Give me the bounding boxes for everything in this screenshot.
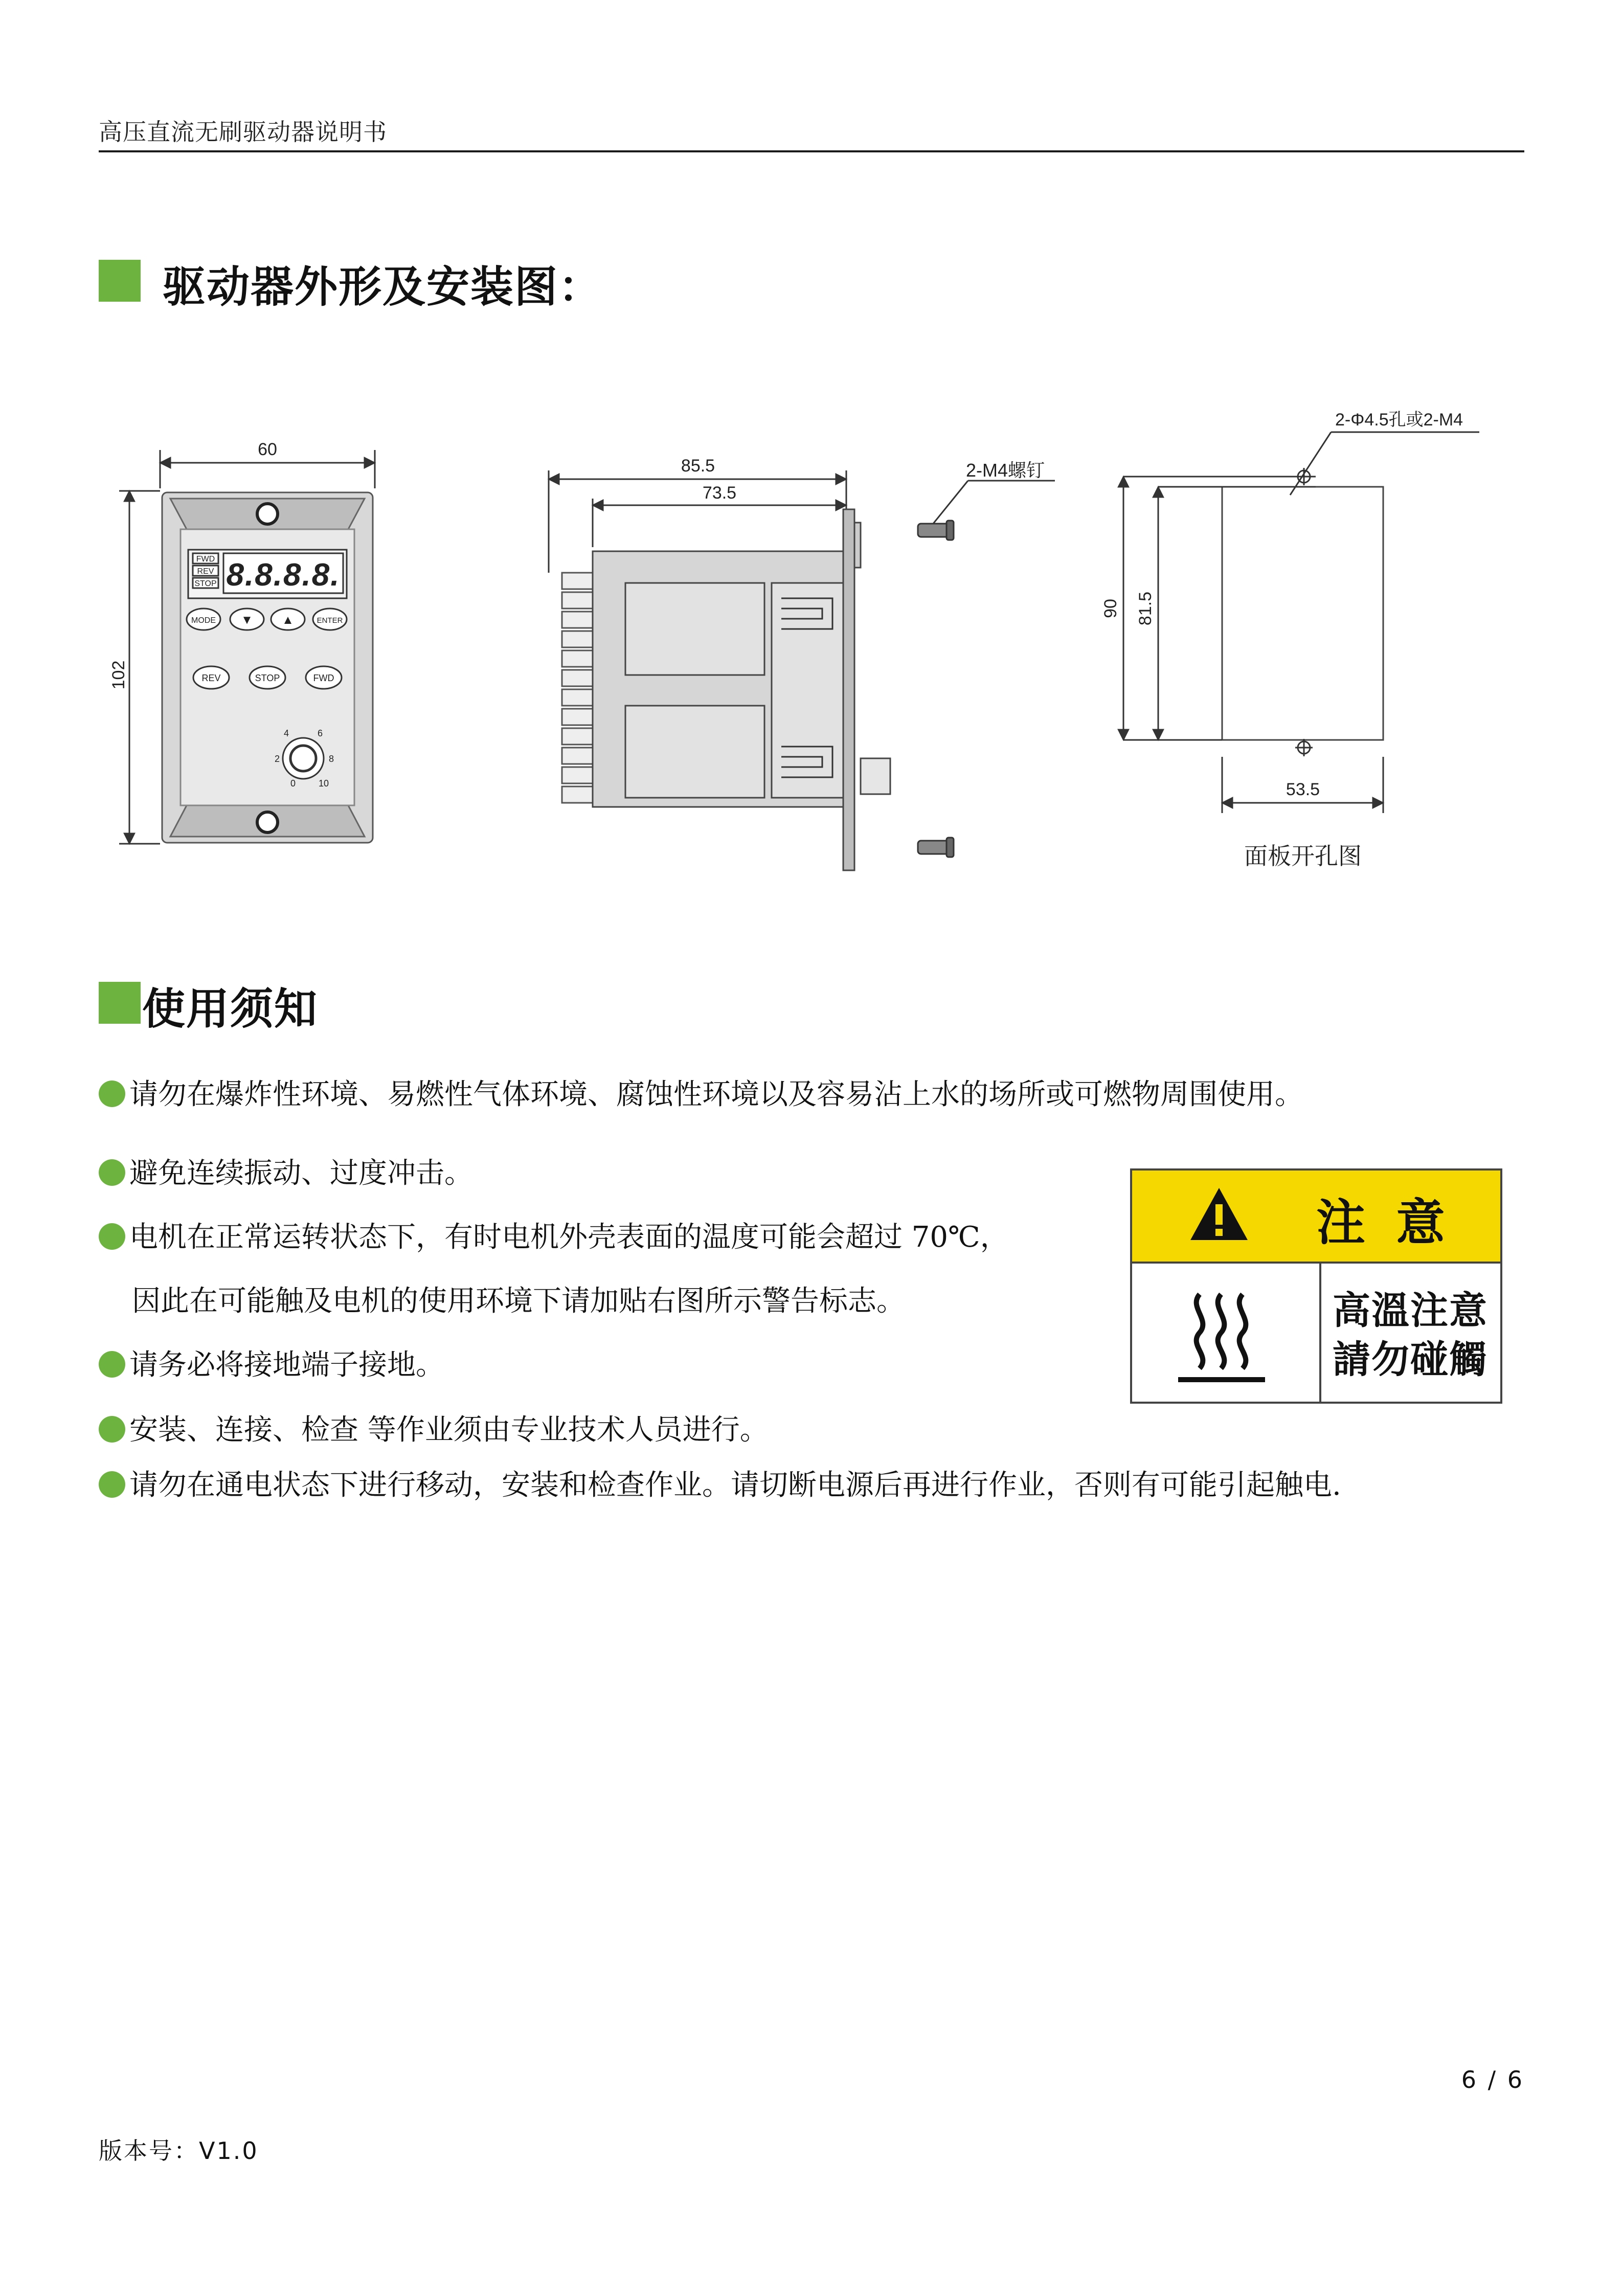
- dim-height-102: 102: [109, 660, 128, 690]
- section-title-notes: 使用须知: [142, 984, 319, 1034]
- dim-85-5: 85.5: [681, 456, 715, 476]
- list-item: 请勿在爆炸性环境、易燃性气体环境、腐蚀性环境以及容易沾上水的场所或可燃物周围使用。: [99, 1072, 1303, 1113]
- bullet-dot: [99, 1223, 125, 1250]
- bullet-dot: [99, 1351, 125, 1378]
- list-item-continuation: 因此在可能触及电机的使用环境下请加贴右图所示警告标志。: [132, 1285, 905, 1318]
- svg-text:REV: REV: [197, 567, 214, 576]
- led-display: 8.8.8.8.: [226, 557, 341, 593]
- warning-title: 注意: [1316, 1194, 1476, 1251]
- svg-text:FWD: FWD: [196, 555, 215, 564]
- svg-text:REV: REV: [201, 673, 221, 683]
- svg-text:STOP: STOP: [194, 579, 217, 588]
- header-divider: [99, 150, 1524, 152]
- side-view: [549, 470, 1055, 870]
- front-view: [119, 450, 375, 844]
- svg-text:8: 8: [329, 754, 334, 764]
- version-label: 版本号：V1.0: [99, 2137, 259, 2165]
- hole-label: 2-Φ4.5孔或2-M4: [1335, 410, 1463, 430]
- svg-text:▼: ▼: [241, 613, 253, 627]
- dim-53-5: 53.5: [1286, 780, 1320, 799]
- warning-sign: [1130, 1168, 1502, 1404]
- svg-text:2: 2: [275, 754, 280, 764]
- dim-81-5: 81.5: [1136, 591, 1155, 626]
- bullet-dot: [99, 1081, 125, 1107]
- svg-text:0: 0: [290, 778, 296, 789]
- dim-73-5: 73.5: [702, 483, 737, 503]
- document-header-title: 高压直流无刷驱动器说明书: [99, 118, 387, 146]
- dim-width-60: 60: [258, 440, 277, 459]
- heat-warning-icon: [1168, 1284, 1275, 1386]
- list-item: 避免连续振动、过度冲击。: [99, 1151, 473, 1191]
- section-marker: [99, 260, 141, 302]
- list-item: 请务必将接地端子接地。: [99, 1342, 444, 1383]
- section-marker: [99, 982, 141, 1024]
- warning-divider: [1319, 1264, 1321, 1402]
- svg-text:ENTER: ENTER: [317, 616, 343, 625]
- svg-text:MODE: MODE: [191, 616, 216, 625]
- svg-text:STOP: STOP: [255, 673, 280, 683]
- warning-triangle-icon: [1188, 1186, 1250, 1242]
- page-number: 6 / 6: [1461, 2066, 1524, 2094]
- svg-text:10: 10: [319, 778, 329, 789]
- section-title-dimensions: 驱动器外形及安装图：: [163, 262, 603, 312]
- list-item: 电机在正常运转状态下，有时电机外壳表面的温度可能会超过 70℃，: [99, 1214, 1009, 1255]
- svg-text:FWD: FWD: [313, 673, 334, 683]
- bullet-dot: [99, 1159, 125, 1186]
- dimension-drawings: [99, 389, 1524, 890]
- panel-cutout-view: [1123, 432, 1479, 813]
- cutout-caption: 面板开孔图: [1244, 843, 1362, 869]
- warning-sign-header: [1132, 1170, 1500, 1264]
- warning-text: 高溫注意 請勿碰觸: [1333, 1289, 1488, 1382]
- screw-label: 2-M4螺钉: [966, 460, 1045, 481]
- bullet-dot: [99, 1471, 125, 1498]
- svg-text:4: 4: [284, 728, 289, 738]
- svg-text:▲: ▲: [282, 613, 294, 627]
- dim-90: 90: [1101, 599, 1120, 618]
- svg-text:6: 6: [318, 728, 323, 738]
- bullet-dot: [99, 1416, 125, 1443]
- list-item: 请勿在通电状态下进行移动，安装和检查作业。请切断电源后再进行作业，否则有可能引起触电.: [99, 1462, 1341, 1503]
- list-item: 安装、连接、检查 等作业须由专业技术人员进行。: [99, 1407, 769, 1448]
